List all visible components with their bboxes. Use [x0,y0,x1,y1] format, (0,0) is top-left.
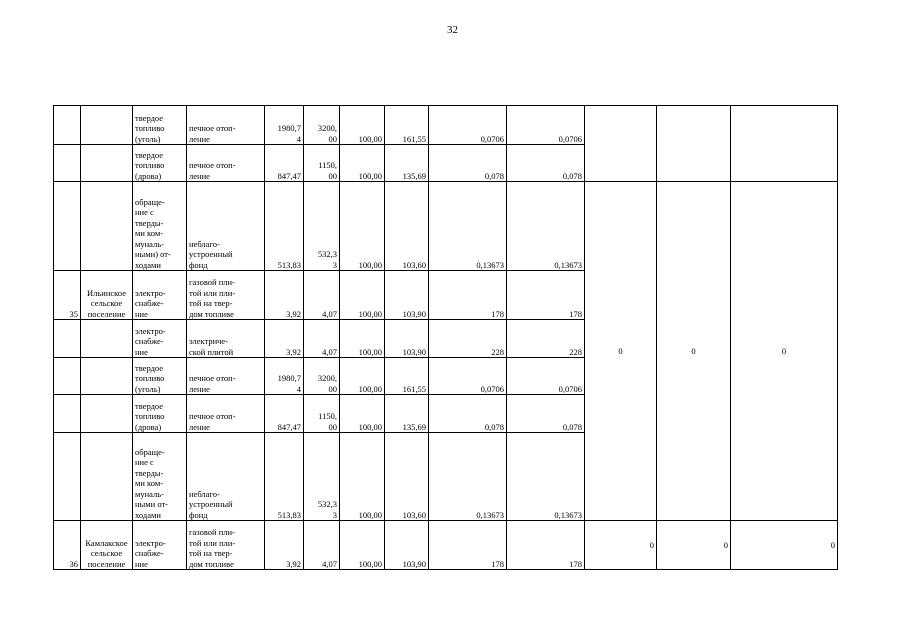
consumption-type: неблаго- устроенный фонд [187,433,265,521]
value-cell: 3200, 00 [304,358,340,395]
table-row [54,182,838,271]
page-number: 32 [447,24,458,36]
settlement-name [81,433,133,521]
consumption-type: печное отоп- ление [187,395,265,433]
row-number: 36 [54,521,81,570]
row-number [54,358,81,395]
value-cell: 3,92 [265,521,304,570]
extra-value-cell: 0 [585,182,657,521]
settlement-name: Ильинское сельское поселение [81,271,133,320]
value-cell: 100,00 [340,320,385,358]
row-number [54,182,81,271]
row-number [54,320,81,358]
row-number [54,395,81,433]
value-cell: 0,13673 [507,182,585,271]
value-cell: 3,92 [265,320,304,358]
value-cell: 0,0706 [507,358,585,395]
value-cell: 178 [429,521,507,570]
settlement-name [81,145,133,182]
value-cell: 100,00 [340,395,385,433]
value-cell: 847,47 [265,395,304,433]
value-cell: 100,00 [340,521,385,570]
value-cell: 1980,7 4 [265,106,304,145]
value-cell: 103,60 [385,182,429,271]
value-cell: 103,90 [385,521,429,570]
value-cell: 3,92 [265,271,304,320]
value-cell: 0,078 [429,395,507,433]
value-cell: 0,0706 [429,358,507,395]
service-name: твердое топливо (дрова) [133,395,187,433]
value-cell: 1150, 00 [304,395,340,433]
value-cell: 4,07 [304,320,340,358]
value-cell: 228 [429,320,507,358]
value-cell: 0,13673 [507,433,585,521]
value-cell: 100,00 [340,182,385,271]
value-cell: 103,90 [385,320,429,358]
value-cell: 3200, 00 [304,106,340,145]
service-name: электро- снабже- ние [133,320,187,358]
table-row [54,106,838,145]
service-name: обраще- ние с тверды- ми ком- муналь- ными) от- ходами [133,182,187,271]
value-cell: 100,00 [340,433,385,521]
value-cell: 532,3 3 [304,433,340,521]
row-number [54,145,81,182]
extra-value-cell: 0 [585,521,657,570]
value-cell: 1150, 00 [304,145,340,182]
settlement-name: Камлакское сельское поселение [81,521,133,570]
value-cell: 513,83 [265,182,304,271]
value-cell: 0,13673 [429,433,507,521]
extra-value-cell: 0 [657,182,731,521]
value-cell: 103,60 [385,433,429,521]
consumption-type: электриче- ской плитой [187,320,265,358]
value-cell: 0,13673 [429,182,507,271]
row-number: 35 [54,271,81,320]
settlement-name [81,320,133,358]
settlement-name [81,106,133,145]
value-cell: 178 [429,271,507,320]
value-cell: 0,0706 [507,106,585,145]
extra-value-cell: 0 [657,521,731,570]
value-cell: 100,00 [340,358,385,395]
extra-value-cell: 0 [731,182,838,521]
row-number [54,433,81,521]
tariff-table [53,105,838,570]
value-cell: 161,55 [385,106,429,145]
service-name: электро- снабже- ние [133,271,187,320]
settlement-name [81,182,133,271]
consumption-type: неблаго- устроенный фонд [187,182,265,271]
row-number [54,106,81,145]
value-cell: 0,078 [507,395,585,433]
extra-value-cell: 0 [731,521,838,570]
value-cell: 178 [507,521,585,570]
consumption-type: газовой пли- той или пли- той на твер- дом топливе [187,271,265,320]
consumption-type: печное отоп- ление [187,106,265,145]
value-cell: 0,0706 [429,106,507,145]
consumption-type: печное отоп- ление [187,145,265,182]
service-name: твердое топливо (уголь) [133,358,187,395]
value-cell: 513,83 [265,433,304,521]
service-name: электро- снабже- ние [133,521,187,570]
value-cell: 100,00 [340,271,385,320]
value-cell: 135,69 [385,395,429,433]
value-cell: 1980,7 4 [265,358,304,395]
value-cell: 161,55 [385,358,429,395]
value-cell: 103,90 [385,271,429,320]
empty-cell [657,106,731,182]
empty-cell [731,106,838,182]
consumption-type: печное отоп- ление [187,358,265,395]
value-cell: 4,07 [304,271,340,320]
value-cell: 532,3 3 [304,182,340,271]
value-cell: 100,00 [340,145,385,182]
value-cell: 4,07 [304,521,340,570]
service-name: обраще- ние с тверды- ми ком- муналь- ными от- ходами [133,433,187,521]
settlement-name [81,395,133,433]
value-cell: 135,69 [385,145,429,182]
service-name: твердое топливо (уголь) [133,106,187,145]
value-cell: 847,47 [265,145,304,182]
settlement-name [81,358,133,395]
consumption-type: газовой пли- той или пли- той на твер- дом топливе [187,521,265,570]
value-cell: 0,078 [429,145,507,182]
service-name: твердое топливо (дрова) [133,145,187,182]
value-cell: 228 [507,320,585,358]
empty-cell [585,106,657,182]
table-row [54,521,838,570]
value-cell: 0,078 [507,145,585,182]
value-cell: 100,00 [340,106,385,145]
value-cell: 178 [507,271,585,320]
